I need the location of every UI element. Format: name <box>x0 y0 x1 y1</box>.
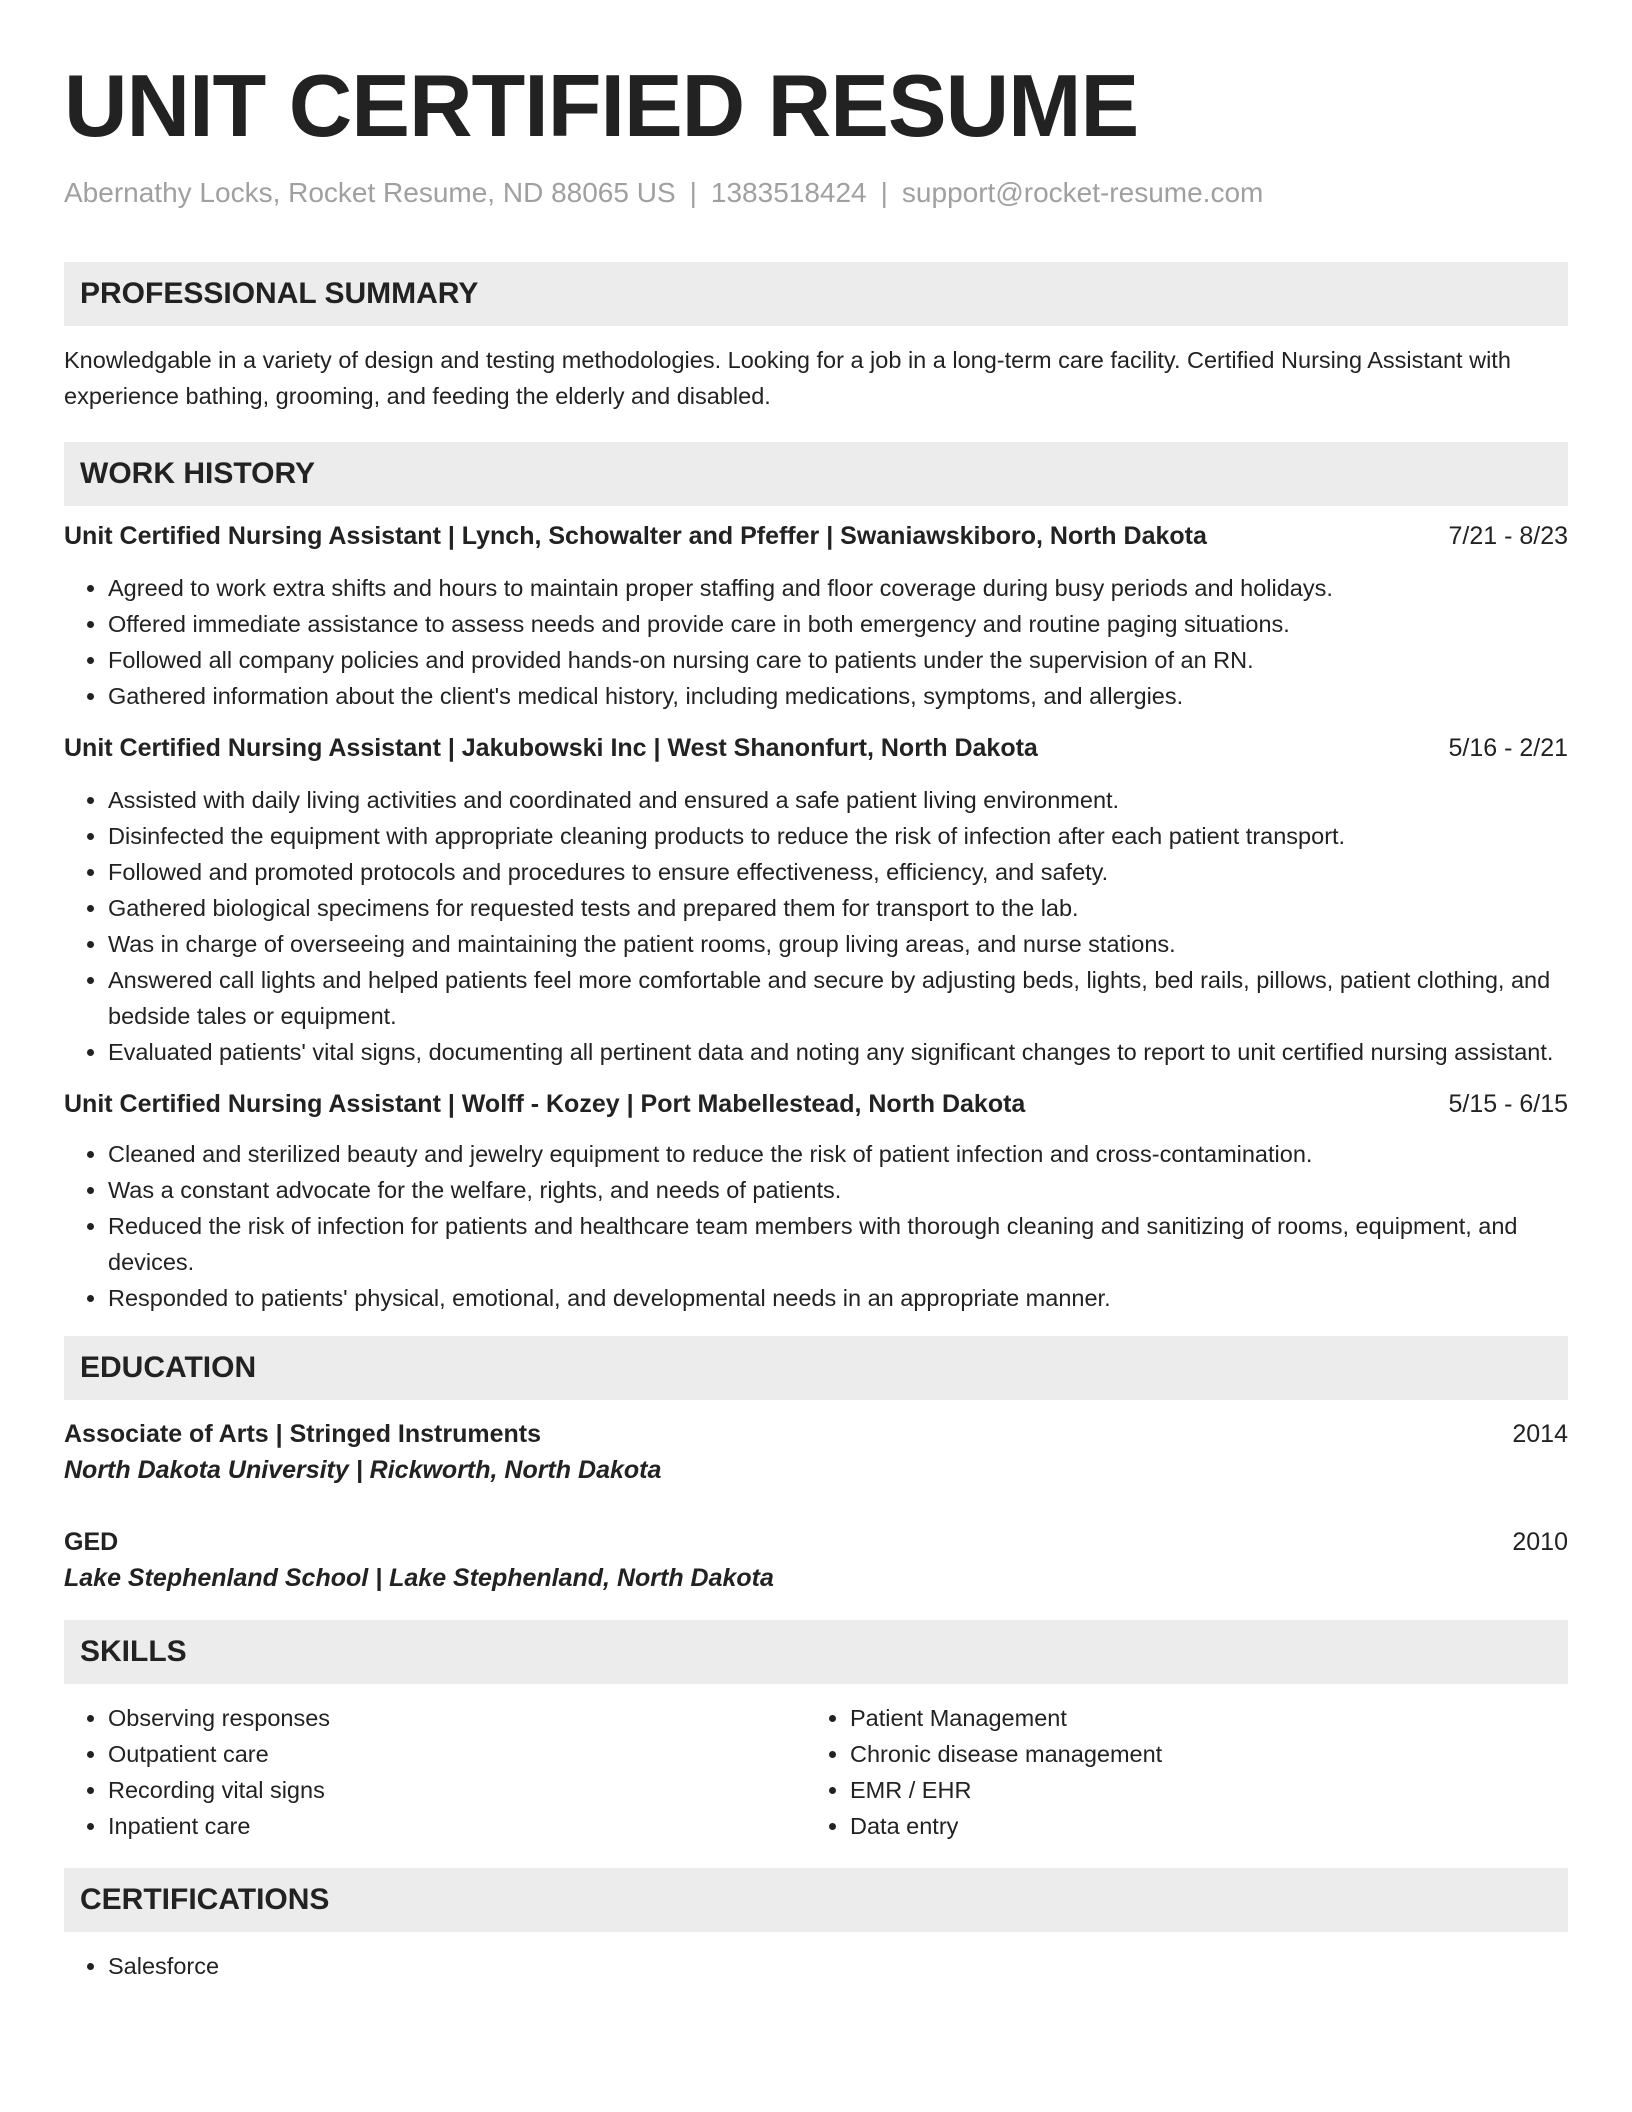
job-title: Unit Certified Nursing Assistant | Jakubowski Inc | West Shanonfurt, North Dakota <box>64 733 1038 762</box>
job-title: Unit Certified Nursing Assistant | Lynch, Schowalter and Pfeffer | Swaniawskiboro, North Dakota <box>64 521 1207 550</box>
list-item: • Assisted with daily living activities and coordinated and ensured a safe patient living environment. <box>108 782 1568 818</box>
education-entry <box>64 1524 1568 1596</box>
job-header <box>64 1086 1568 1122</box>
education-header <box>64 1524 1568 1560</box>
skill-item: • Data entry <box>850 1808 1548 1844</box>
skill-item: • Outpatient care <box>108 1736 806 1772</box>
list-item: • Was in charge of overseeing and maintaining the patient rooms, group living areas, and nurse stations. <box>108 926 1568 962</box>
job-header <box>64 518 1568 554</box>
list-item: • Agreed to work extra shifts and hours to maintain proper staffing and floor coverage during busy periods and holidays. <box>108 570 1568 606</box>
contact-line <box>64 176 1568 210</box>
list-item: • Evaluated patients' vital signs, documenting all pertinent data and noting any significant changes to report to unit certified nursing assistant. <box>108 1034 1568 1070</box>
contact-phone: 1383518424 <box>710 177 867 208</box>
certifications-list <box>64 1948 1568 1984</box>
skill-item: • Recording vital signs <box>108 1772 806 1808</box>
skill-item: • Observing responses <box>108 1700 806 1736</box>
resume-title: UNIT CERTIFIED RESUME <box>64 56 1139 155</box>
education-year: 2014 <box>1512 1419 1568 1448</box>
job-header <box>64 730 1568 766</box>
section-header-certifications: CERTIFICATIONS <box>64 1868 1568 1932</box>
job-dates: 7/21 - 8/23 <box>1448 521 1568 550</box>
section-header-work-history: WORK HISTORY <box>64 442 1568 506</box>
section-header-education: EDUCATION <box>64 1336 1568 1400</box>
education-entry <box>64 1416 1568 1488</box>
job-dates: 5/15 - 6/15 <box>1448 1089 1568 1118</box>
contact-address: Abernathy Locks, Rocket Resume, ND 88065 US <box>64 177 676 208</box>
job-entry <box>64 518 1568 714</box>
list-item: • Disinfected the equipment with appropriate cleaning products to reduce the risk of infection after each patient transport. <box>108 818 1568 854</box>
education-header <box>64 1416 1568 1452</box>
job-bullets <box>64 1136 1568 1316</box>
list-item: • Offered immediate assistance to assess needs and provide care in both emergency and routine paging situations. <box>108 606 1568 642</box>
education-school: North Dakota University | Rickworth, North Dakota <box>64 1455 662 1484</box>
skill-item: • EMR / EHR <box>850 1772 1548 1808</box>
list-item: • Responded to patients' physical, emotional, and developmental needs in an appropriate manner. <box>108 1280 1568 1316</box>
job-title: Unit Certified Nursing Assistant | Wolff - Kozey | Port Mabellestead, North Dakota <box>64 1089 1026 1118</box>
skill-item: • Patient Management <box>850 1700 1548 1736</box>
education-degree: Associate of Arts | Stringed Instruments <box>64 1419 541 1448</box>
list-item: • Gathered biological specimens for requested tests and prepared them for transport to the lab. <box>108 890 1568 926</box>
list-item: • Followed all company policies and provided hands-on nursing care to patients under the supervision of an RN. <box>108 642 1568 678</box>
job-dates: 5/16 - 2/21 <box>1448 733 1568 762</box>
list-item: • Answered call lights and helped patients feel more comfortable and secure by adjusting beds, lights, bed rails, pillows, patient clothing, and bedside tales or equipment. <box>108 962 1568 1034</box>
section-header-summary: PROFESSIONAL SUMMARY <box>64 262 1568 326</box>
list-item: • Followed and promoted protocols and procedures to ensure effectiveness, efficiency, and safety. <box>108 854 1568 890</box>
certification-item: • Salesforce <box>108 1948 1568 1984</box>
contact-separator: | <box>689 177 697 208</box>
job-bullets <box>64 782 1568 1070</box>
skills-columns <box>64 1700 1568 1844</box>
list-item: • Gathered information about the client's medical history, including medications, symptoms, and allergies. <box>108 678 1568 714</box>
education-degree: GED <box>64 1527 119 1556</box>
contact-email: support@rocket-resume.com <box>901 177 1264 208</box>
section-header-skills: SKILLS <box>64 1620 1568 1684</box>
skill-item: • Inpatient care <box>108 1808 806 1844</box>
skills-list-left <box>64 1700 806 1844</box>
job-entry <box>64 730 1568 1070</box>
education-school: Lake Stephenland School | Lake Stephenland, North Dakota <box>64 1563 774 1592</box>
skills-list-right <box>806 1700 1548 1844</box>
list-item: • Reduced the risk of infection for patients and healthcare team members with thorough cleaning and sanitizing of rooms, equipment, and devices. <box>108 1208 1568 1280</box>
contact-separator: | <box>880 177 888 208</box>
summary-text: Knowledgable in a variety of design and testing methodologies. Looking for a job in a long-term care facility. Certified Nursing Assistant with experience bathing, grooming, and feeding the elderly and disabled. <box>64 346 1511 409</box>
job-entry <box>64 1086 1568 1316</box>
skill-item: • Chronic disease management <box>850 1736 1548 1772</box>
list-item: • Was a constant advocate for the welfare, rights, and needs of patients. <box>108 1172 1568 1208</box>
job-bullets <box>64 570 1568 714</box>
education-year: 2010 <box>1512 1527 1568 1556</box>
list-item: • Cleaned and sterilized beauty and jewelry equipment to reduce the risk of patient infection and cross-contamination. <box>108 1136 1568 1172</box>
